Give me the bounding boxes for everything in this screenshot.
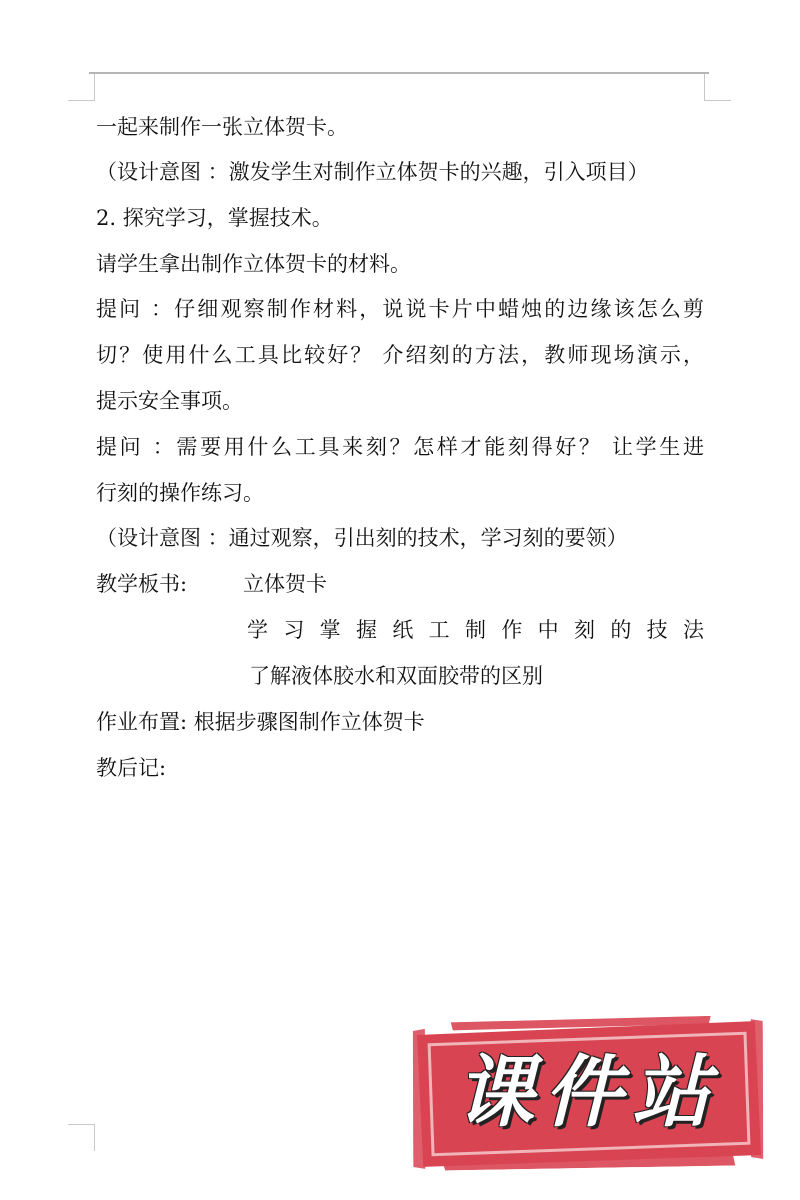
design-intent-line: （设计意图 ：激发学生对制作立体贺卡的兴趣，引入项目） <box>96 160 649 184</box>
body-line: 提示安全事项。 <box>96 389 243 413</box>
board-point: 了解液体胶水和双面胶带的区别 <box>249 664 543 688</box>
crop-mark-bottom-left <box>68 1124 95 1151</box>
body-line: 切？使用什么工具比较好？ 介绍刻的方法，教师现场演示， <box>96 343 704 367</box>
homework-line: 作业布置: 根据步骤图制作立体贺卡 <box>96 710 425 734</box>
board-title: 立体贺卡 <box>243 572 327 596</box>
body-line: 提问 ：需要用什么工具来刻？怎样才能刻得好？ 让学生进 <box>96 435 704 459</box>
postscript-label: 教后记: <box>96 756 167 780</box>
body-line: 行刻的操作练习。 <box>96 481 264 505</box>
watermark-logo <box>412 1018 764 1168</box>
body-line: 一起来制作一张立体贺卡。 <box>96 115 348 139</box>
body-line: 提问 ：仔细观察制作材料，说说卡片中蜡烛的边缘该怎么剪 <box>96 297 704 321</box>
watermark-text: 课件站 <box>455 1048 720 1138</box>
crop-mark-top-left <box>68 74 95 101</box>
body-line: 请学生拿出制作立体贺卡的材料。 <box>96 252 411 276</box>
board-point: 学习掌握纸工制作中刻的技法 <box>247 618 704 642</box>
page-header-rule <box>89 72 709 74</box>
crop-mark-top-right <box>704 74 731 101</box>
board-label: 教学板书: <box>96 572 188 596</box>
design-intent-line: （设计意图 ：通过观察，引出刻的技术，学习刻的要领） <box>96 526 628 550</box>
section-heading: 2. 探究学习，掌握技术。 <box>96 206 333 230</box>
